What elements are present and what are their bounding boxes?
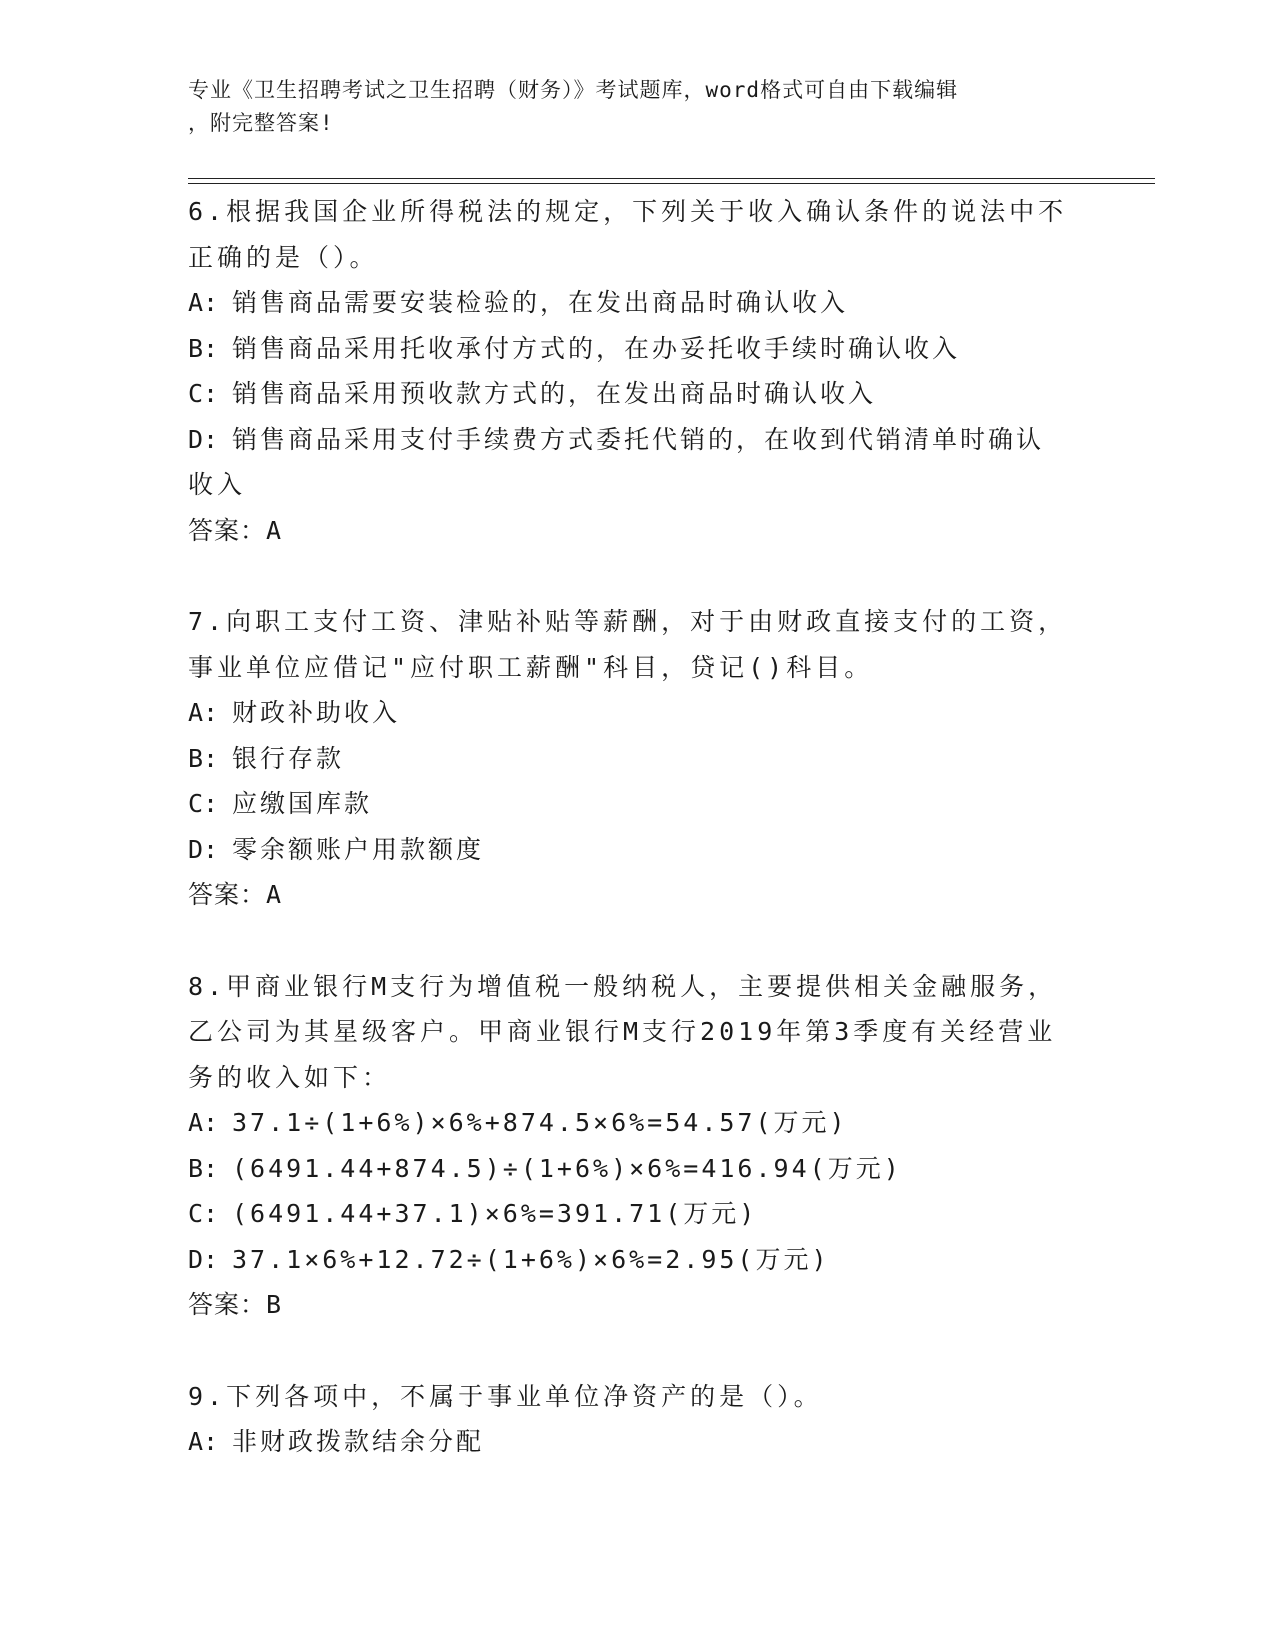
- header-line-2: ，附完整答案!: [188, 111, 334, 135]
- option-text: 非财政拨款结余分配: [232, 1427, 485, 1456]
- page-header: [188, 74, 1088, 140]
- question-stem-line: 乙公司为其星级客户。甲商业银行M支行2019年第3季度有关经营业: [188, 1017, 1057, 1046]
- option-text: 银行存款: [232, 743, 345, 773]
- option-text: 销售商品采用支付手续费方式委托代销的，在收到代销清单时确认: [232, 424, 1045, 454]
- option-b: [188, 736, 1088, 782]
- option-text: 37.1×6%+12.72÷(1+6%)×6%=2.95(万元): [232, 1244, 830, 1274]
- question-8: [188, 964, 1088, 1328]
- option-d-continuation: 收入: [188, 470, 247, 499]
- option-key: B:: [188, 1153, 219, 1183]
- option-key: A:: [188, 288, 219, 317]
- answer-label: 答案：: [188, 880, 267, 909]
- question-stem-line: 9.下列各项中，不属于事业单位净资产的是（）。: [188, 1381, 823, 1411]
- answer-label: 答案：: [188, 515, 267, 545]
- option-d: [188, 417, 1088, 463]
- answer: [188, 1282, 1088, 1328]
- option-c: [188, 1191, 1088, 1237]
- option-key: D:: [188, 1244, 219, 1274]
- option-key: C:: [188, 379, 219, 408]
- option-text: 财政补助收入: [232, 698, 401, 727]
- option-key: B:: [188, 743, 219, 773]
- question-list: [188, 189, 1088, 1511]
- option-a: [188, 690, 1088, 736]
- option-text: 37.1÷(1+6%)×6%+874.5×6%=54.57(万元): [232, 1108, 848, 1137]
- option-a: [188, 1100, 1088, 1146]
- answer-value: A: [266, 880, 283, 909]
- option-b: [188, 326, 1088, 372]
- option-key: C:: [188, 789, 219, 818]
- option-d: [188, 827, 1088, 873]
- option-key: A:: [188, 1427, 219, 1456]
- option-key: D:: [188, 424, 219, 454]
- question-stem-line: 8.甲商业银行M支行为增值税一般纳税人，主要提供相关金融服务，: [188, 971, 1058, 1001]
- option-key: D:: [188, 834, 219, 864]
- option-c: [188, 371, 1088, 417]
- header-line-1: 专业《卫生招聘考试之卫生招聘（财务）》考试题库，word格式可自由下载编辑: [188, 78, 959, 102]
- question-stem-line: 务的收入如下：: [188, 1062, 392, 1092]
- answer: [188, 508, 1088, 554]
- option-key: B:: [188, 333, 219, 363]
- option-b: [188, 1146, 1088, 1192]
- question-7: [188, 599, 1088, 918]
- header-divider-bottom: [188, 183, 1155, 184]
- option-text: (6491.44+37.1)×6%=391.71(万元): [232, 1199, 758, 1228]
- question-stem-line: 7.向职工支付工资、津贴补贴等薪酬，对于由财政直接支付的工资，: [188, 607, 1068, 636]
- option-d: [188, 1237, 1088, 1283]
- answer-label: 答案：: [188, 1290, 267, 1319]
- answer-value: B: [266, 1290, 283, 1319]
- question-9: [188, 1374, 1088, 1465]
- option-text: 销售商品采用托收承付方式的，在办妥托收手续时确认收入: [232, 333, 961, 363]
- answer-value: A: [266, 515, 283, 545]
- question-stem-line: 正确的是（）。: [188, 242, 379, 272]
- option-c: [188, 781, 1088, 827]
- option-text: (6491.44+874.5)÷(1+6%)×6%=416.94(万元): [232, 1153, 902, 1183]
- question-stem-line: 事业单位应借记"应付职工薪酬"科目，贷记()科目。: [188, 652, 874, 682]
- option-text: 销售商品需要安装检验的，在发出商品时确认收入: [232, 288, 849, 317]
- option-text: 应缴国库款: [232, 789, 373, 818]
- option-key: C:: [188, 1199, 219, 1228]
- option-key: A:: [188, 1108, 219, 1137]
- answer: [188, 872, 1088, 918]
- option-a: [188, 280, 1088, 326]
- option-key: A:: [188, 698, 219, 727]
- question-6: [188, 189, 1088, 553]
- option-text: 零余额账户用款额度: [232, 834, 485, 864]
- header-divider-top: [188, 178, 1155, 179]
- option-text: 销售商品采用预收款方式的，在发出商品时确认收入: [232, 379, 877, 408]
- question-stem-line: 6.根据我国企业所得税法的规定，下列关于收入确认条件的说法中不: [188, 197, 1068, 226]
- option-a: [188, 1419, 1088, 1465]
